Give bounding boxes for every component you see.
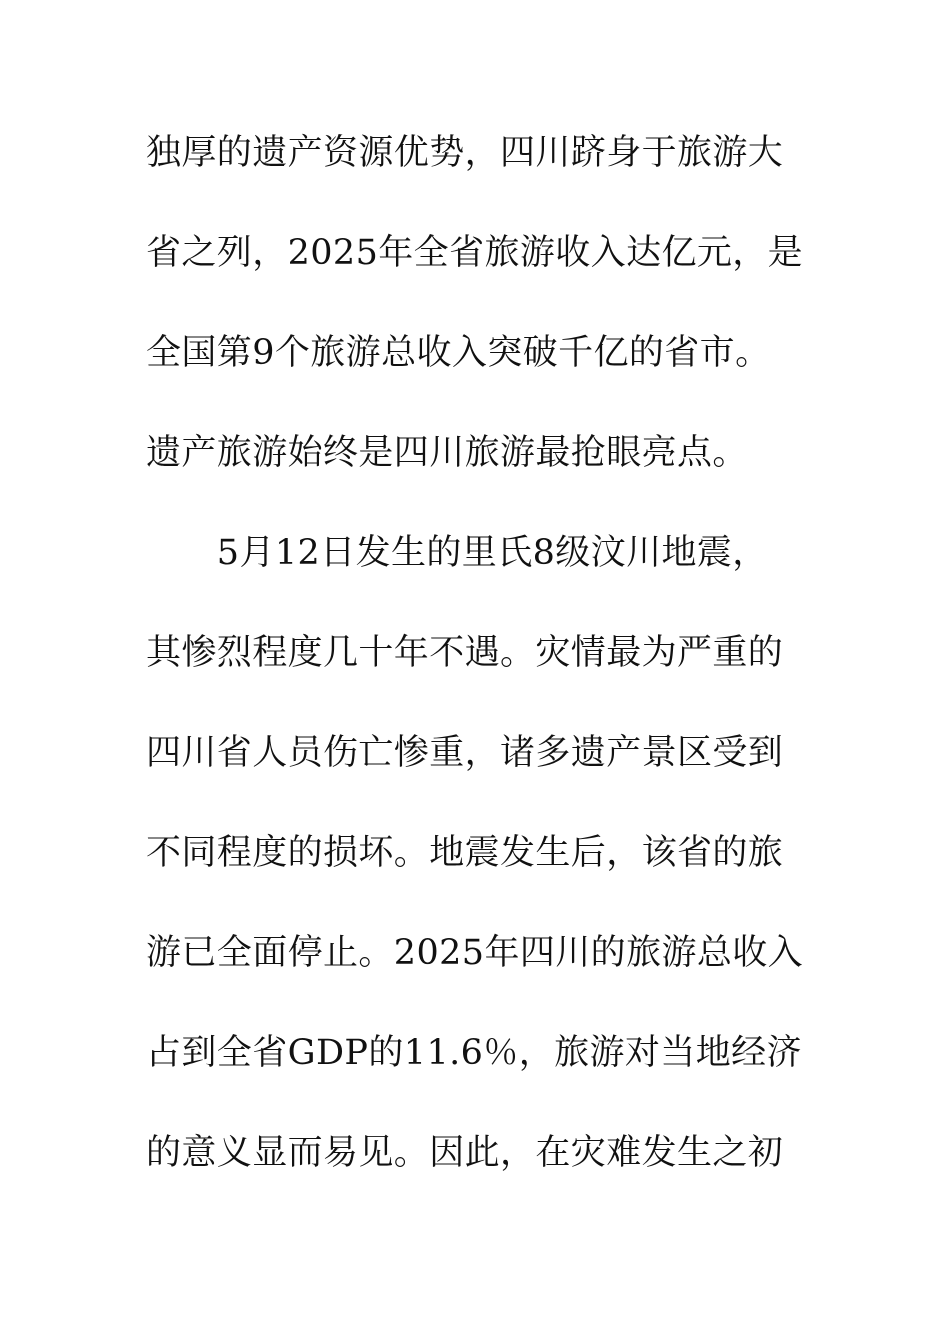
text-line: 独厚的遗产资源优势，四川跻身于旅游大 <box>146 133 784 173</box>
text-line: 游已全面停止。2025年四川的旅游总收入 <box>146 933 804 973</box>
text-line: 全国第9个旅游总收入突破千亿的省市。 <box>146 333 771 373</box>
paragraph-first-line: 5月12日发生的里氏8级汶川地震， <box>146 533 768 573</box>
text-line: 其惨烈程度几十年不遇。灾情最为严重的 <box>146 633 784 673</box>
text-line: 四川省人员伤亡惨重，诸多遗产景区受到 <box>146 733 784 773</box>
text-line: 遗产旅游始终是四川旅游最抢眼亮点。 <box>146 433 748 473</box>
text-line: 省之列，2025年全省旅游收入达亿元，是 <box>146 233 804 273</box>
text-line: 的意义显而易见。因此，在灾难发生之初 <box>146 1133 784 1173</box>
text-line: 占到全省GDP的11.6％，旅游对当地经济 <box>146 1033 802 1073</box>
text-line: 不同程度的损坏。地震发生后，该省的旅 <box>146 833 784 873</box>
